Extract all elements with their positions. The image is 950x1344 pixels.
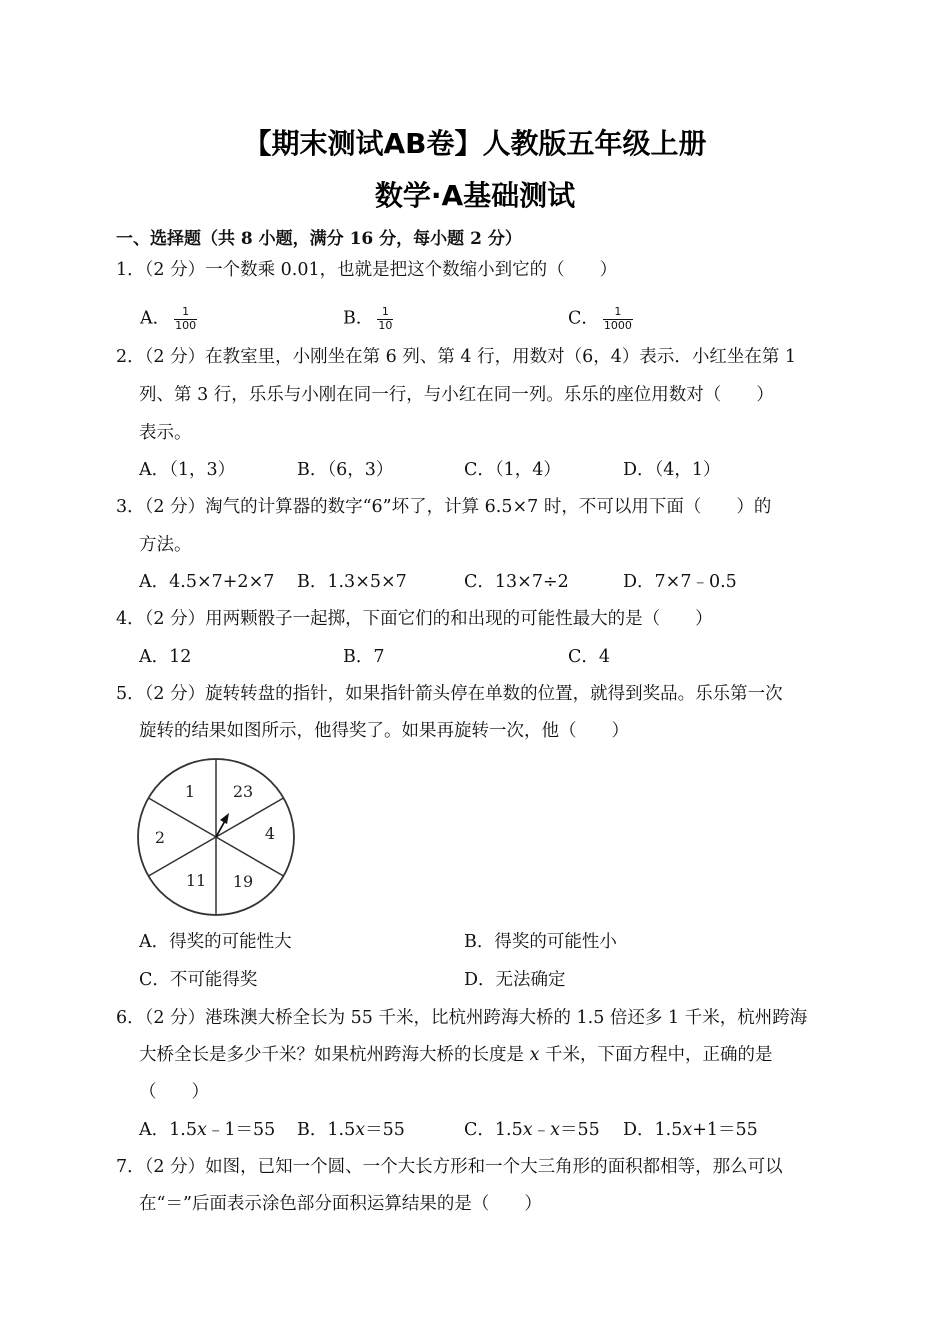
question-2-line-2: 列、第 3 行，乐乐与小刚在同一行，与小红在同一列。乐乐的座位用数对（ ）: [139, 385, 774, 405]
wheel-number: 19: [232, 872, 254, 891]
q3-option-b: B．1.3×5×7: [297, 572, 407, 592]
spinner-wheel-figure: [133, 755, 299, 921]
fraction-numerator: 1: [182, 305, 190, 318]
question-5-line-2: 旋转的结果如图所示，他得奖了。如果再旋转一次，他（ ）: [139, 721, 629, 741]
q6-option-a: [139, 1122, 275, 1140]
expr-part: ﹣1＝55: [206, 1120, 276, 1140]
variable-x: x: [550, 1120, 560, 1140]
option-letter: C．: [464, 1120, 495, 1140]
expr-part: ＝55: [365, 1120, 405, 1140]
fraction-numerator: 1: [381, 305, 389, 318]
fraction: [603, 306, 633, 332]
fraction-denominator: 1000: [603, 318, 632, 332]
q6-option-c: [464, 1122, 600, 1140]
q1-option-a: [140, 306, 197, 332]
wheel-number: 2: [154, 828, 166, 847]
q5-option-b: B．得奖的可能性小: [464, 932, 617, 952]
question-7-line-2: 在“＝”后面表示涂色部分面积运算结果的是（ ）: [139, 1194, 542, 1214]
question-6-line-2: [139, 1047, 773, 1065]
q6-option-b: [297, 1122, 405, 1140]
question-6-line-1: 6．（2 分）港珠澳大桥全长为 55 千米，比杭州跨海大桥的 1.5 倍还多 1 千米，杭州跨海: [116, 1008, 808, 1028]
text-segment: 大桥全长是多少千米？如果杭州跨海大桥的长度是: [139, 1045, 524, 1065]
question-2-line-3: 表示。: [139, 423, 192, 443]
wheel-number: 23: [232, 782, 254, 801]
question-5-line-1: 5．（2 分）旋转转盘的指针，如果指针箭头停在单数的位置，就得到奖品。乐乐第一次: [116, 684, 783, 704]
option-letter: B．: [343, 308, 374, 329]
option-letter: D．: [623, 1120, 655, 1140]
text-segment: 千米，下面方程中，正确的是: [545, 1045, 773, 1065]
question-2-line-1: 2．（2 分）在教室里，小刚坐在第 6 列、第 4 行，用数对（6，4）表示．小红坐在第 1: [116, 347, 797, 367]
q5-option-a: A．得奖的可能性大: [139, 932, 292, 952]
q2-option-a: A．（1，3）: [139, 460, 236, 480]
question-4-text: 4．（2 分）用两颗骰子一起掷，下面它们的和出现的可能性最大的是（ ）: [116, 609, 713, 629]
expr-part: 1.5: [327, 1120, 356, 1140]
fraction-numerator: 1: [614, 305, 622, 318]
fraction-denominator: 10: [378, 318, 393, 332]
option-letter: C．: [568, 308, 599, 329]
variable-x: x: [682, 1120, 693, 1140]
q2-option-b: B．（6，3）: [297, 460, 394, 480]
section-heading: 一、选择题（共 8 小题，满分 16 分，每小题 2 分）: [116, 229, 522, 249]
variable-x: x: [529, 1045, 540, 1065]
option-letter: A．: [139, 1120, 170, 1140]
q1-option-b: [343, 306, 393, 332]
option-letter: A．: [140, 308, 171, 329]
page-title: 【期末测试AB卷】人教版五年级上册: [243, 127, 707, 160]
wheel-number: 4: [264, 824, 276, 843]
wheel-number: 11: [185, 871, 207, 890]
variable-x: x: [355, 1120, 366, 1140]
q4-option-a: A．12: [139, 647, 192, 667]
option-letter: B．: [297, 1120, 328, 1140]
expr-part: ﹣: [532, 1120, 551, 1140]
q3-option-d: D．7×7﹣0.5: [623, 572, 737, 592]
q5-option-c: C．不可能得奖: [139, 970, 258, 990]
question-6-line-3: （ ）: [139, 1082, 209, 1102]
expr-part: 1.5: [494, 1120, 523, 1140]
variable-x: x: [522, 1120, 533, 1140]
q3-option-a: A．4.5×7+2×7: [139, 572, 275, 592]
q4-option-b: B．7: [343, 647, 385, 667]
q2-option-d: D．（4，1）: [623, 460, 721, 480]
fraction: [377, 306, 393, 332]
question-1-text: 1．（2 分）一个数乘 0.01，也就是把这个数缩小到它的（ ）: [116, 260, 618, 280]
variable-x: x: [196, 1120, 207, 1140]
question-3-line-2: 方法。: [139, 535, 192, 555]
q6-option-d: [623, 1122, 758, 1140]
q5-option-d: D．无法确定: [464, 970, 566, 990]
question-7-line-1: 7．（2 分）如图，已知一个圆、一个大长方形和一个大三角形的面积都相等，那么可以: [116, 1157, 783, 1177]
expr-part: 1.5: [169, 1120, 197, 1140]
fraction-denominator: 100: [175, 318, 197, 332]
page-subtitle: 数学·A基础测试: [374, 179, 576, 212]
wheel-number: 1: [184, 782, 196, 801]
q2-option-c: C．（1，4）: [464, 460, 561, 480]
q3-option-c: C．13×7÷2: [464, 572, 569, 592]
q4-option-c: C．4: [568, 647, 611, 667]
expr-part: ＝55: [559, 1120, 600, 1140]
fraction: [174, 306, 197, 332]
q1-option-c: [568, 306, 633, 332]
expr-part: 1.5: [654, 1120, 683, 1140]
question-3-line-1: 3．（2 分）淘气的计算器的数字“6”坏了，计算 6.5×7 时，不可以用下面（ ）的: [116, 497, 772, 517]
expr-part: +1＝55: [692, 1120, 758, 1140]
